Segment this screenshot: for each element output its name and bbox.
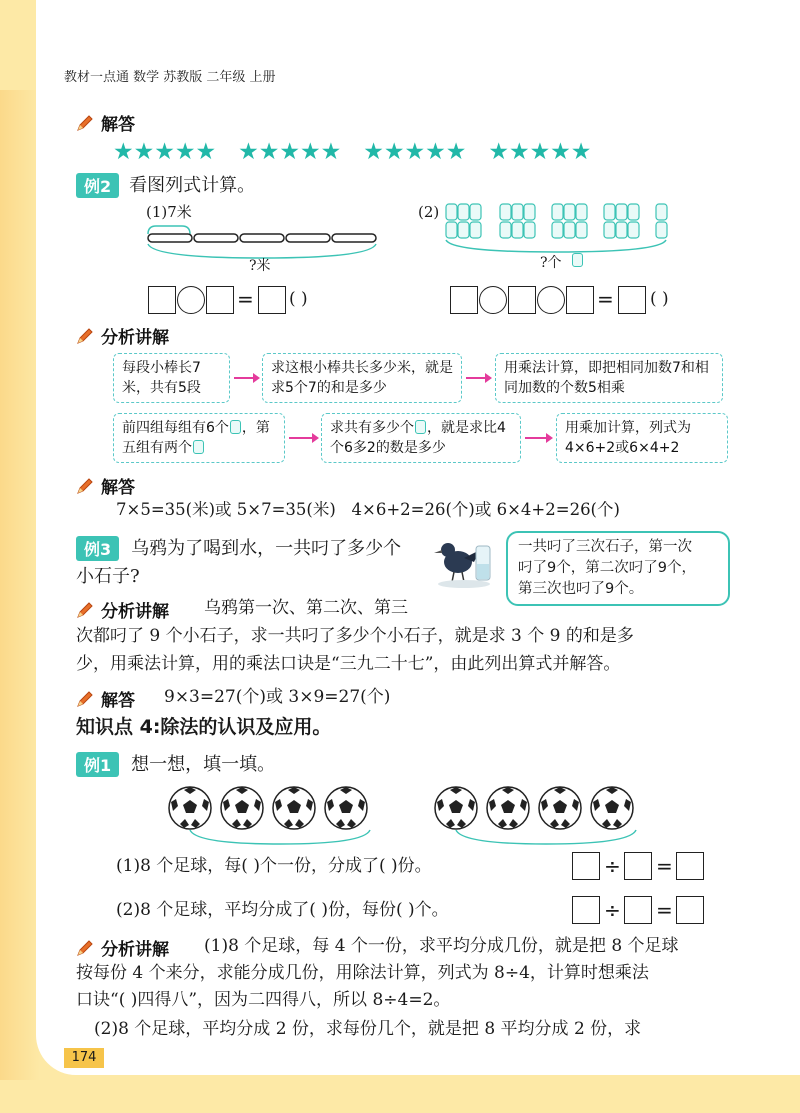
bubble-line: 一共叼了三次石子，第一次 bbox=[518, 539, 692, 555]
flow-box bbox=[321, 413, 521, 463]
flow-text: ，就是求比4个6多2的数是多少 bbox=[330, 420, 506, 457]
answer-box[interactable] bbox=[148, 286, 176, 314]
equals-sign: = bbox=[597, 287, 614, 311]
answer-box[interactable] bbox=[618, 286, 646, 314]
flow-arrow bbox=[466, 377, 490, 379]
example-badge: 例3 bbox=[76, 536, 119, 561]
flow-text: 求共有多少个 bbox=[330, 420, 414, 436]
divide-sign: ÷ bbox=[604, 854, 621, 878]
star-divider bbox=[113, 139, 591, 165]
part2-question: ?个 bbox=[540, 255, 562, 271]
pencil-icon bbox=[76, 690, 94, 708]
answer-label: 解答 bbox=[99, 473, 141, 498]
star-group: ★★★★★ bbox=[363, 139, 467, 165]
analysis-text: (2)8 个足球，平均分成 2 份，求每份几个，就是把 8 平均分成 2 份，求 bbox=[94, 1019, 642, 1039]
book-header: 教材一点通 数学 苏教版 二年级 上册 bbox=[64, 70, 276, 85]
football-diagram bbox=[166, 784, 646, 846]
answer-box[interactable] bbox=[572, 896, 600, 924]
analysis-text: 口诀“( )四得八”，因为二四得八，所以 8÷4=2。 bbox=[76, 990, 451, 1010]
answer-text: 9×3=27(个)或 3×9=27(个) bbox=[164, 687, 391, 707]
example1-heading bbox=[76, 752, 275, 777]
pencil-icon bbox=[76, 114, 94, 132]
pencil-icon bbox=[76, 939, 94, 957]
ball-group-left bbox=[169, 787, 367, 829]
answer-box[interactable] bbox=[258, 286, 286, 314]
cup-diagram bbox=[444, 202, 676, 258]
flow-arrow bbox=[525, 437, 551, 439]
divide-sign: ÷ bbox=[604, 898, 621, 922]
question-2: (2)8 个足球，平均分成了( )份，每份( )个。 bbox=[116, 900, 449, 920]
flow-box: 用乘法计算，即把相同加数7和相同加数的个数5相乘 bbox=[495, 353, 723, 403]
analysis-text: 乌鸦第一次、第二次、第三 bbox=[204, 598, 408, 618]
crow-illustration bbox=[434, 532, 496, 590]
pencil-icon bbox=[76, 601, 94, 619]
answer-box[interactable] bbox=[508, 286, 536, 314]
answer-tag bbox=[76, 473, 141, 498]
page-number: 174 bbox=[64, 1048, 104, 1068]
analysis-tag bbox=[76, 935, 175, 960]
analysis-text: 按每份 4 个来分，求能分成几份，用除法计算，列式为 8÷4，计算时想乘法 bbox=[76, 963, 649, 983]
pencil-icon bbox=[76, 477, 94, 495]
answer-box[interactable] bbox=[206, 286, 234, 314]
answer-box[interactable] bbox=[624, 852, 652, 880]
flow-arrow bbox=[234, 377, 258, 379]
answer-text: 7×5=35(米)或 5×7=35(米) 4×6+2=26(个)或 6×4+2=26(个) bbox=[116, 500, 620, 519]
bubble-line: 第三次也叼了9个。 bbox=[518, 581, 644, 598]
bubble-line: 叼了9个，第二次叼了9个， bbox=[518, 560, 696, 577]
example-badge: 例1 bbox=[76, 752, 119, 777]
cup-icon bbox=[415, 420, 426, 434]
flow-box: 用乘加计算，列式为4×6+2或6×4+2 bbox=[556, 413, 728, 463]
part1-question: ?米 bbox=[249, 258, 271, 274]
example-title: 看图列式计算。 bbox=[129, 174, 256, 196]
answer-box[interactable] bbox=[572, 852, 600, 880]
answer-tag bbox=[76, 110, 141, 135]
operator-circle[interactable] bbox=[537, 286, 565, 314]
answer-box[interactable] bbox=[624, 896, 652, 924]
analysis-label: 分析讲解 bbox=[99, 597, 175, 622]
star-group: ★★★★★ bbox=[238, 139, 342, 165]
equals-sign: = bbox=[656, 898, 673, 922]
example-badge: 例2 bbox=[76, 173, 119, 198]
example-title: 乌鸦为了喝到水，一共叼了多少个 bbox=[131, 537, 402, 559]
example3-heading bbox=[76, 536, 401, 561]
example-title-cont: 小石子? bbox=[76, 566, 140, 587]
question-1: (1)8 个足球，每( )个一份，分成了( )份。 bbox=[116, 856, 432, 876]
part2-label: (2) bbox=[418, 203, 440, 221]
flow-box bbox=[113, 413, 285, 463]
part1-label: (1)7米 bbox=[146, 203, 192, 221]
flow-arrow bbox=[289, 437, 317, 439]
answer-label: 解答 bbox=[99, 110, 141, 135]
unit-blank[interactable]: ( ) bbox=[650, 289, 669, 309]
analysis-tag bbox=[76, 597, 175, 622]
knowledge-point-title: 知识点 4:除法的认识及应用。 bbox=[76, 716, 332, 738]
cup-group-1 bbox=[446, 204, 481, 238]
equals-sign: = bbox=[237, 287, 254, 311]
star-group: ★★★★★ bbox=[488, 139, 592, 165]
ball-group-right bbox=[435, 787, 633, 829]
answer-box[interactable] bbox=[676, 896, 704, 924]
analysis-tag bbox=[76, 323, 175, 348]
cup-icon bbox=[230, 420, 241, 434]
analysis-text: (1)8 个足球，每 4 个一份，求平均分成几份，就是把 8 个足球 bbox=[204, 936, 679, 956]
analysis-text: 少，用乘法计算，用的乘法口诀是“三九二十七”，由此列出算式并解答。 bbox=[76, 654, 621, 674]
flow-text: ，第五组有两个 bbox=[122, 420, 270, 457]
cup-icon bbox=[193, 440, 204, 454]
unit-blank[interactable]: ( ) bbox=[289, 289, 308, 309]
flow-text: 前四组每组有6个 bbox=[122, 420, 229, 436]
operator-circle[interactable] bbox=[479, 286, 507, 314]
cup-icon bbox=[572, 253, 583, 267]
answer-box[interactable] bbox=[566, 286, 594, 314]
analysis-label: 分析讲解 bbox=[99, 935, 175, 960]
page-edge-shade bbox=[0, 90, 40, 1080]
answer-box[interactable] bbox=[676, 852, 704, 880]
pencil-icon bbox=[76, 327, 94, 345]
analysis-label: 分析讲解 bbox=[99, 323, 175, 348]
answer-label: 解答 bbox=[99, 686, 141, 711]
speech-bubble bbox=[506, 531, 730, 606]
equals-sign: = bbox=[656, 854, 673, 878]
flow-box: 每段小棒长7米，共有5段 bbox=[113, 353, 230, 403]
flow-box: 求这根小棒共长多少米，就是求5个7的和是多少 bbox=[262, 353, 462, 403]
example2-heading bbox=[76, 173, 255, 198]
answer-box[interactable] bbox=[450, 286, 478, 314]
star-group: ★★★★★ bbox=[113, 139, 217, 165]
analysis-text: 次都叼了 9 个小石子，求一共叼了多少个小石子，就是求 3 个 9 的和是多 bbox=[76, 626, 634, 646]
example-title: 想一想，填一填。 bbox=[131, 753, 276, 775]
answer-tag bbox=[76, 686, 141, 711]
stick-diagram bbox=[144, 222, 384, 262]
operator-circle[interactable] bbox=[177, 286, 205, 314]
